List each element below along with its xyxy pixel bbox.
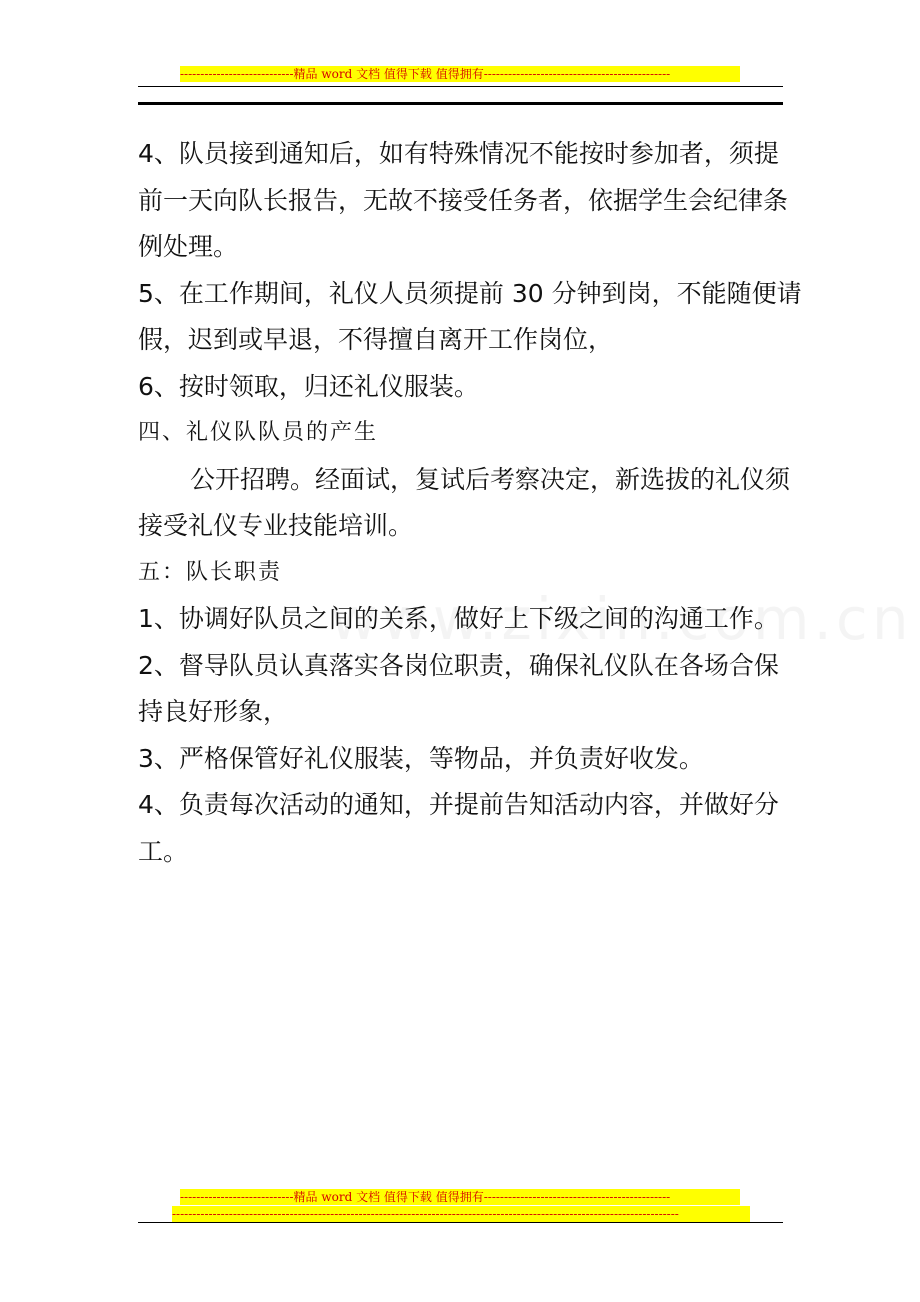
body-line: 3、严格保管好礼仪服装，等物品，并负责好收发。	[138, 743, 704, 773]
section-heading: 四、礼仪队队员的产生	[138, 420, 379, 445]
footer-banner-dashes: -----------------------------------------------------------------------------------------------------------------------------	[172, 1206, 750, 1222]
body-line: 前一天向队长报告，无故不接受任务者，依据学生会纪律条	[138, 185, 789, 215]
document-body	[138, 131, 802, 875]
body-line: 接受礼仪专业技能培训。	[138, 511, 414, 540]
body-line: 4、负责每次活动的通知，并提前告知活动内容，并做好分	[138, 790, 779, 819]
body-line: 1、协调好队员之间的关系，做好上下级之间的沟通工作。	[138, 604, 779, 633]
header-banner: ----------------------------精品 word 文档 值得下载 值得拥有----------------------------------------------	[180, 66, 740, 82]
body-line: 6、按时领取，归还礼仪服装。	[138, 371, 479, 401]
header-rule-thin	[138, 86, 783, 87]
footer-rule	[138, 1222, 783, 1223]
body-line: 公开招聘。经面试，复试后考察决定，新选拔的礼仪须	[190, 464, 791, 494]
body-line: 2、督导队员认真落实各岗位职责，确保礼仪队在各场合保	[138, 650, 779, 680]
footer-banner: ----------------------------精品 word 文档 值得下载 值得拥有----------------------------------------------	[180, 1189, 740, 1205]
header-rule-thick	[138, 102, 783, 105]
section-heading: 五：队长职责	[138, 559, 283, 585]
body-line: 持良好形象，	[138, 697, 289, 726]
body-line: 工。	[138, 836, 189, 866]
body-line: 例处理。	[138, 232, 239, 261]
body-line: 5、在工作期间，礼仪人员须提前 30 分钟到岗，不能随便请	[138, 278, 802, 308]
body-line: 4、队员接到通知后，如有特殊情况不能按时参加者，须提	[138, 139, 779, 168]
body-line: 假，迟到或早退，不得擅自离开工作岗位，	[138, 325, 614, 354]
